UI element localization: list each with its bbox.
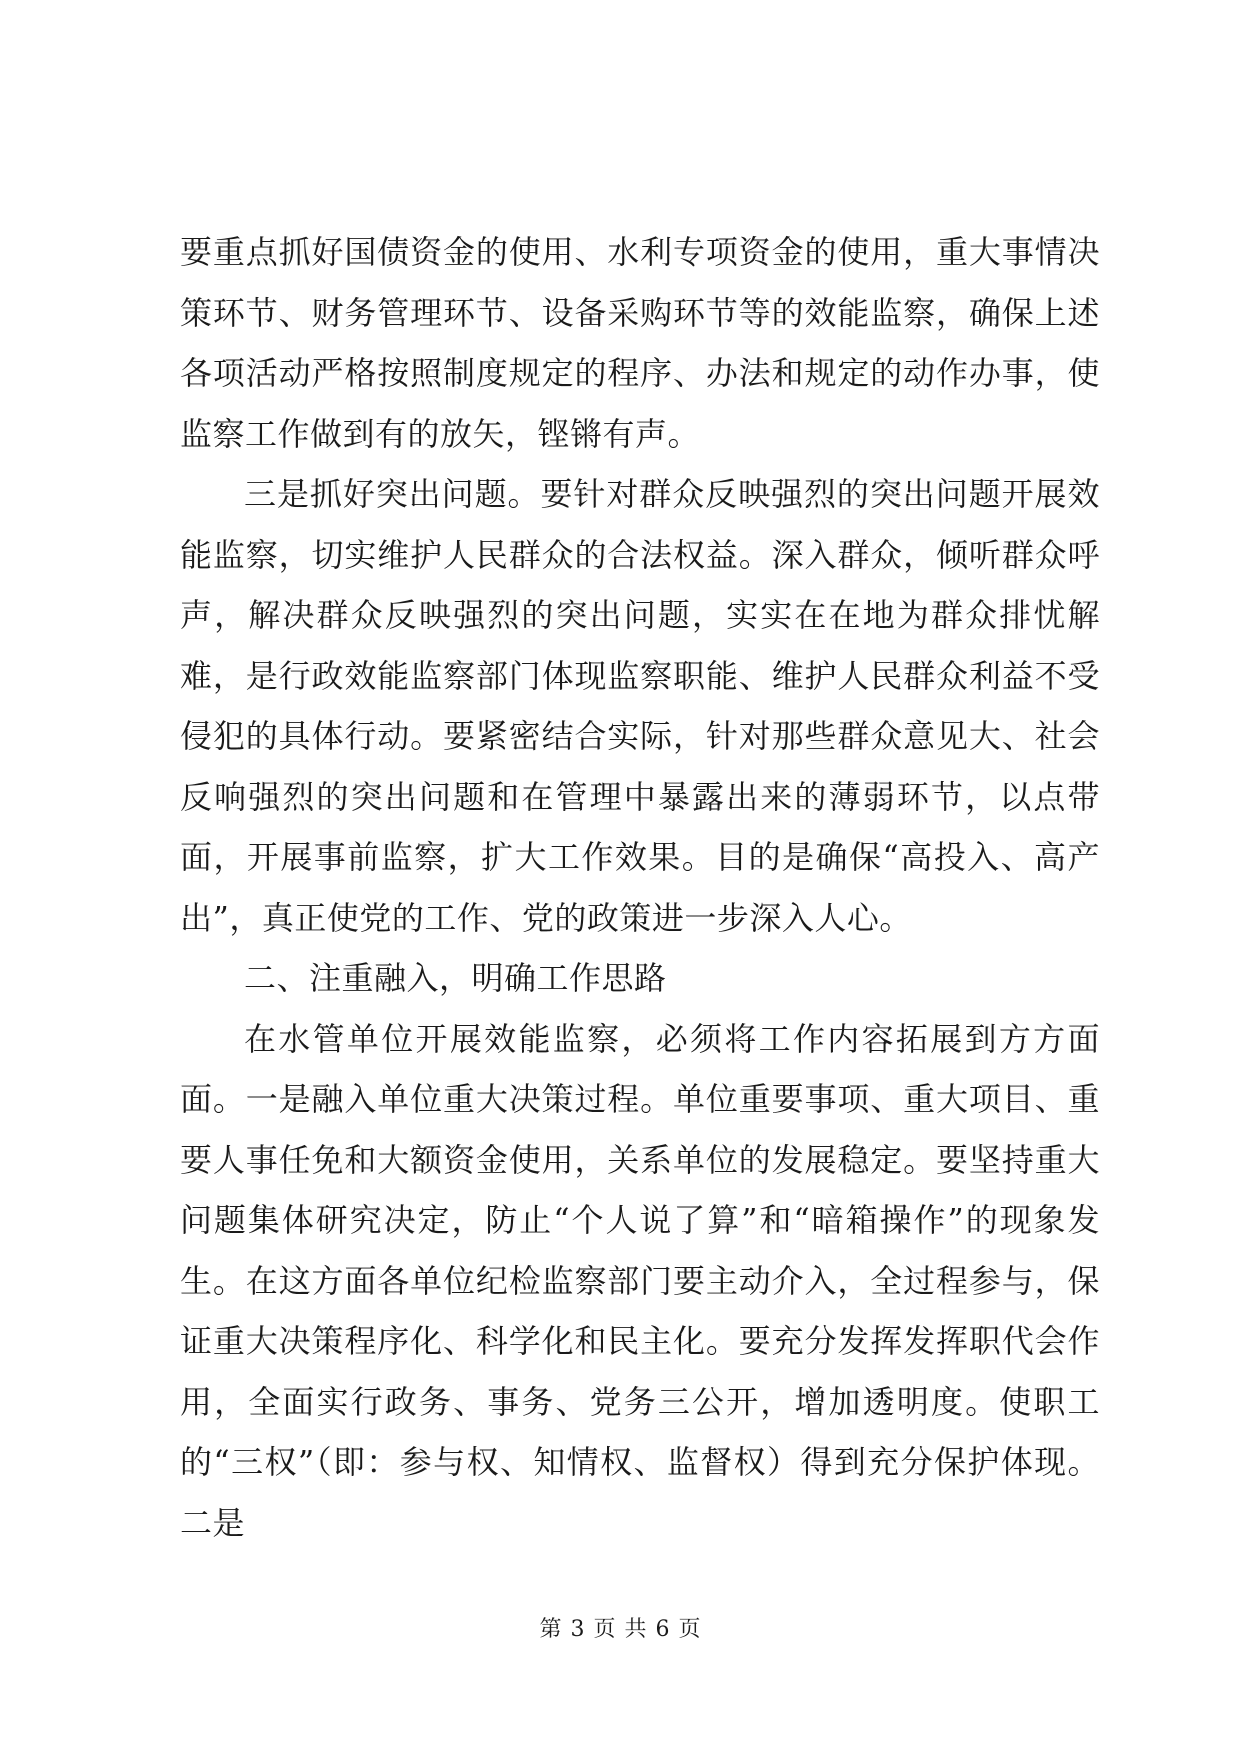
paragraph-2: 三是抓好突出问题。要针对群众反映强烈的突出问题开展效能监察，切实维护人民群众的合法权益。深入群众，倾听群众呼声，解决群众反映强烈的突出问题，实实在在地为群众排忧解难，是行政效能监察部门体现监察职能、维护人民群众利益不受侵犯的具体行动。要紧密结合实际，针对那些群众意见大、社会反响强烈的突出问题和在管理中暴露出来的薄弱环节，以点带面，开展事前监察，扩大工作效果。目的是确保“高投入、高产出”，真正使党的工作、党的政策进一步深入人心。 xyxy=(180,475,1100,937)
page-footer: 第 3 页 共 6 页 xyxy=(539,1617,702,1642)
paragraph-1: 要重点抓好国债资金的使用、水利专项资金的使用，重大事情决策环节、财务管理环节、设备采购环节等的效能监察，确保上述各项活动严格按照制度规定的程序、办法和规定的动作办事，使监察工作做到有的放矢，铿锵有声。 xyxy=(180,233,1100,453)
paragraph-3: 在水管单位开展效能监察，必须将工作内容拓展到方方面面。一是融入单位重大决策过程。单位重要事项、重大项目、重要人事任免和大额资金使用，关系单位的发展稳定。要坚持重大问题集体研究决定，防止“个人说了算”和“暗箱操作”的现象发生。在这方面各单位纪检监察部门要主动介入，全过程参与，保证重大决策程序化、科学化和民主化。要充分发挥发挥职代会作用，全面实行政务、事务、党务三公开，增加透明度。使职工的“三权”（即：参与权、知情权、监督权）得到充分保护体现。二是 xyxy=(180,1019,1100,1542)
body-text xyxy=(180,222,1100,1553)
section-heading: 二、注重融入，明确工作思路 xyxy=(244,959,667,997)
